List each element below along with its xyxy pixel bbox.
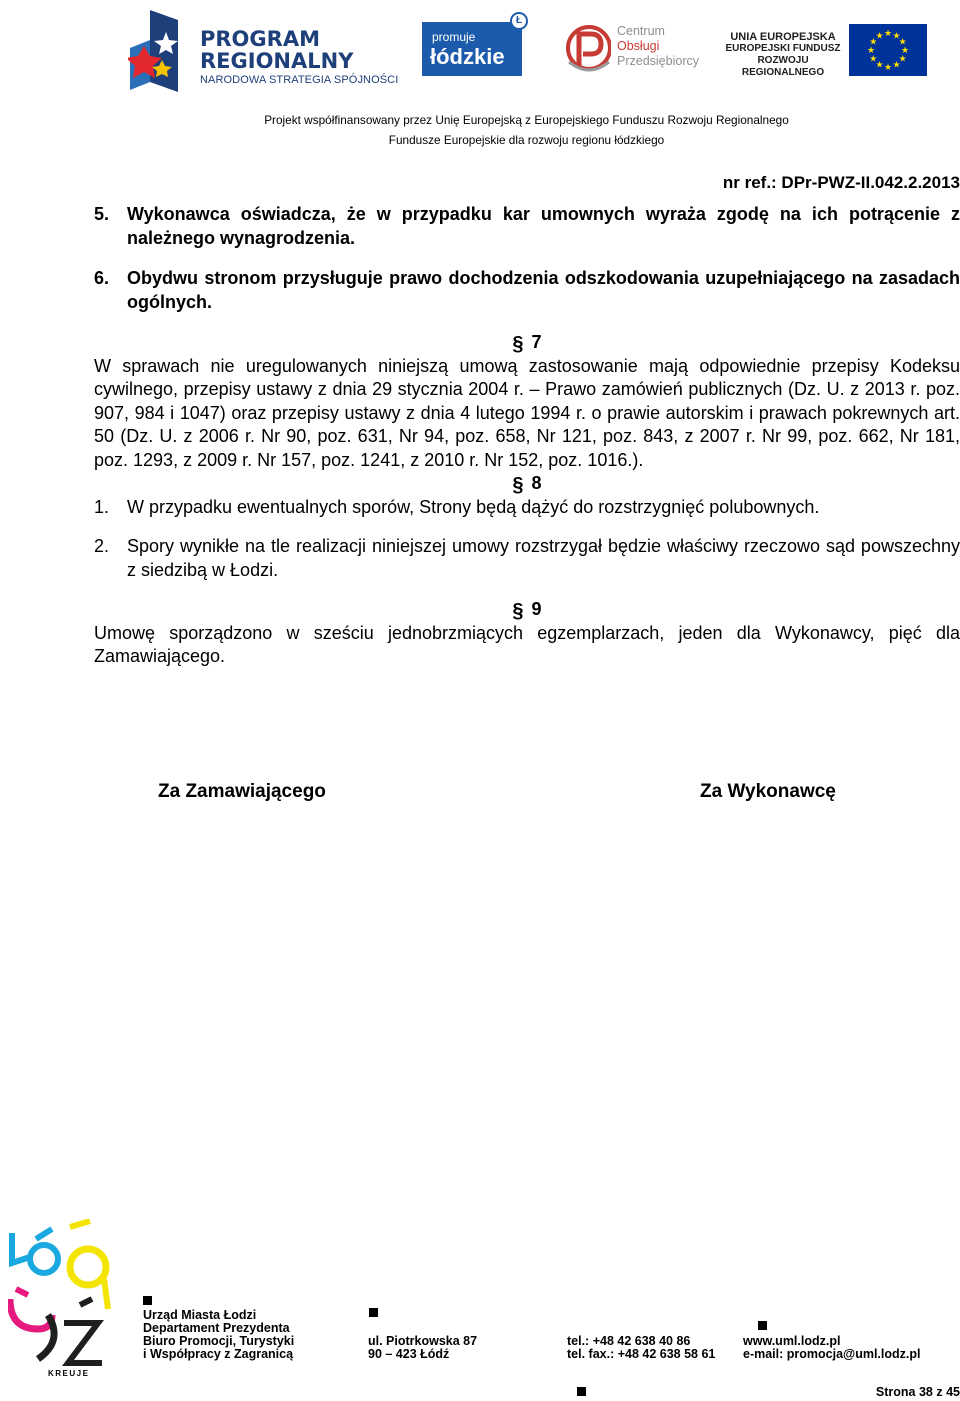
lodz-kreuje-emblem-icon (8, 1219, 112, 1369)
eu-flag-icon (849, 24, 927, 76)
footer-bullet-icon (143, 1296, 152, 1305)
page-number: Strona 38 z 45 (875, 1385, 960, 1399)
eu-star-icon: ★ (869, 36, 878, 47)
footer-address (368, 1335, 477, 1361)
centrum-obslugi-text (617, 24, 699, 69)
footer-office-line: Urząd Miasta Łodzi (143, 1308, 257, 1322)
header-logo-bar (0, 0, 960, 100)
section-9-heading (94, 598, 960, 622)
centrum-obslugi-logo (565, 22, 699, 78)
eu-star-icon: ★ (898, 53, 907, 64)
eu-star-icon: ★ (866, 45, 876, 55)
section-7-text: W sprawach nie uregulowanych niniejszą umową zastosowanie mają odpowiednie przepisy Kodeksu cywilnego, przepisy ustawy z dnia 29 stycznia 2004 r. – Prawo zamówień publicznych (Dz. U. z 2013 r. poz. 907, 984 i 1047) oraz przepisy ustawy z dnia 4 lutego 1994 r. o prawie autorskim i prawach pokrewnych art. 50 (Dz. U. z 2006 r. Nr 90, poz. 631, Nr 94, poz. 658, Nr 121, poz. 843, z 2007 r. Nr 99, poz. 662, Nr 181, poz. 1293, z 2009 r. Nr 157, poz. 1241, z 2010 r. Nr 152, poz. 1016.). (94, 355, 960, 470)
footer-office-line: Biuro Promocji, Turystyki (143, 1334, 295, 1348)
footer-office-line: i Współpracy z Zagranicą (143, 1347, 294, 1361)
eu-star-icon: ★ (869, 53, 878, 64)
footer-street: ul. Piotrkowska 87 (368, 1334, 478, 1348)
section-8-item-1-number: 1. (94, 496, 110, 517)
eu-star-icon: ★ (892, 59, 901, 70)
ue-line-3: ROZWOJU REGIONALNEGO (741, 55, 825, 78)
section-8-item-1 (94, 496, 960, 520)
section-8-item-2-text: Spory wynikłe na tle realizacji niniejszej umowy rozstrzygał będzie właściwy rzeczowo sąd powszechny z siedzibą w Łodzi. (127, 536, 960, 580)
clause-6-number: 6. (94, 268, 110, 288)
section-7-number: 7 (531, 332, 542, 352)
clause-5-text: Wykonawca oświadcza, że w przypadku kar umownych wyraża zgodę na ich potrącenie z należnego wynagrodzenia. (127, 204, 960, 248)
eu-star-icon: ★ (883, 28, 893, 38)
section-symbol: § (512, 474, 524, 496)
footer-website-link[interactable]: www.uml.lodz.pl (743, 1334, 841, 1348)
signature-ordering-party: Za Zamawiającego (158, 781, 326, 802)
obslugi-line: Obsługi (617, 39, 660, 53)
section-9-number: 9 (531, 599, 542, 619)
clause-6 (94, 267, 960, 314)
eu-star-icon: ★ (875, 30, 884, 41)
footer-city: 90 – 423 Łódź (368, 1347, 450, 1361)
section-symbol: § (512, 333, 524, 355)
footer-office (143, 1309, 294, 1361)
clause-5-number: 5. (94, 204, 110, 224)
clause-6-text: Obydwu stronom przysługuje prawo dochodzenia odszkodowania uzupełniającego na zasadach ogólnych. (127, 268, 960, 312)
footer-bullet-icon (758, 1321, 767, 1330)
footer-phones (567, 1335, 715, 1361)
przedsiebiorcy-line: Przedsiębiorcy (617, 54, 699, 68)
contract-body (94, 203, 960, 669)
signature-contractor: Za Wykonawcę (700, 781, 836, 802)
section-8-heading (94, 472, 960, 496)
promuje-text: promuje (432, 30, 476, 44)
lodzkie-text: łódzkie (430, 44, 505, 69)
regionalny-line: REGIONALNY (200, 49, 354, 73)
program-line: PROGRAM (200, 27, 320, 51)
eu-star-icon: ★ (900, 45, 910, 55)
cofinancing-note: Projekt współfinansowany przez Unię Europejską z Europejskiego Funduszu Rozwoju Regionalnego (264, 113, 789, 127)
program-regionalny-logo (128, 10, 399, 92)
section-8-number: 8 (531, 473, 542, 493)
section-symbol: § (512, 600, 524, 622)
program-regionalny-title (200, 28, 353, 72)
footer-phone: tel.: +48 42 638 40 86 (567, 1334, 691, 1348)
ue-line-1: UNIA EUROPEJSKA (730, 31, 836, 43)
program-regionalny-emblem-icon (128, 10, 190, 92)
unia-europejska-text (724, 31, 842, 79)
footer-fax: tel. fax.: +48 42 638 58 61 (567, 1347, 716, 1361)
clause-5 (94, 203, 960, 250)
eu-stars-icon (849, 24, 927, 76)
ue-line-2: EUROPEJSKI FUNDUSZ (725, 43, 841, 54)
footer-bullet-icon (577, 1387, 586, 1396)
reference-number: nr ref.: DPr-PWZ-II.042.2.2013 (722, 173, 960, 192)
kreuje-text: KREUJE (48, 1369, 90, 1378)
section-8-item-2-number: 2. (94, 536, 110, 556)
footer-bullet-icon (369, 1308, 378, 1317)
eu-star-icon: ★ (892, 30, 901, 41)
footer-web (743, 1335, 920, 1361)
fundusze-note: Fundusze Europejskie dla rozwoju regionu łódzkiego (388, 133, 665, 147)
centrum-line: Centrum (617, 24, 665, 38)
centrum-p-emblem-icon (565, 22, 611, 74)
strategia-spojnosci-line: NARODOWA STRATEGIA SPÓJNOŚCI (200, 74, 399, 86)
section-8-item-1-text: W przypadku ewentualnych sporów, Strony będą dążyć do rozstrzygnięć polubownych. (127, 496, 820, 517)
promuje-lodzkie-logo (422, 12, 528, 76)
lodz-coin-icon: Ł (510, 12, 528, 30)
eu-star-icon: ★ (875, 59, 884, 70)
section-7-heading (94, 331, 960, 355)
section-8-item-2 (94, 535, 960, 582)
unia-europejska-logo (724, 24, 927, 76)
eu-star-icon: ★ (898, 36, 907, 47)
eu-star-icon: ★ (883, 62, 893, 72)
section-9-text: Umowę sporządzono w sześciu jednobrzmiących egzemplarzach, jeden dla Wykonawcy, pięć dla Zamawiającego. (94, 622, 960, 666)
lodz-kreuje-logo (8, 1219, 112, 1381)
footer-email-link[interactable]: e-mail: promocja@uml.lodz.pl (743, 1347, 921, 1361)
footer-office-line: Departament Prezydenta (143, 1321, 290, 1335)
